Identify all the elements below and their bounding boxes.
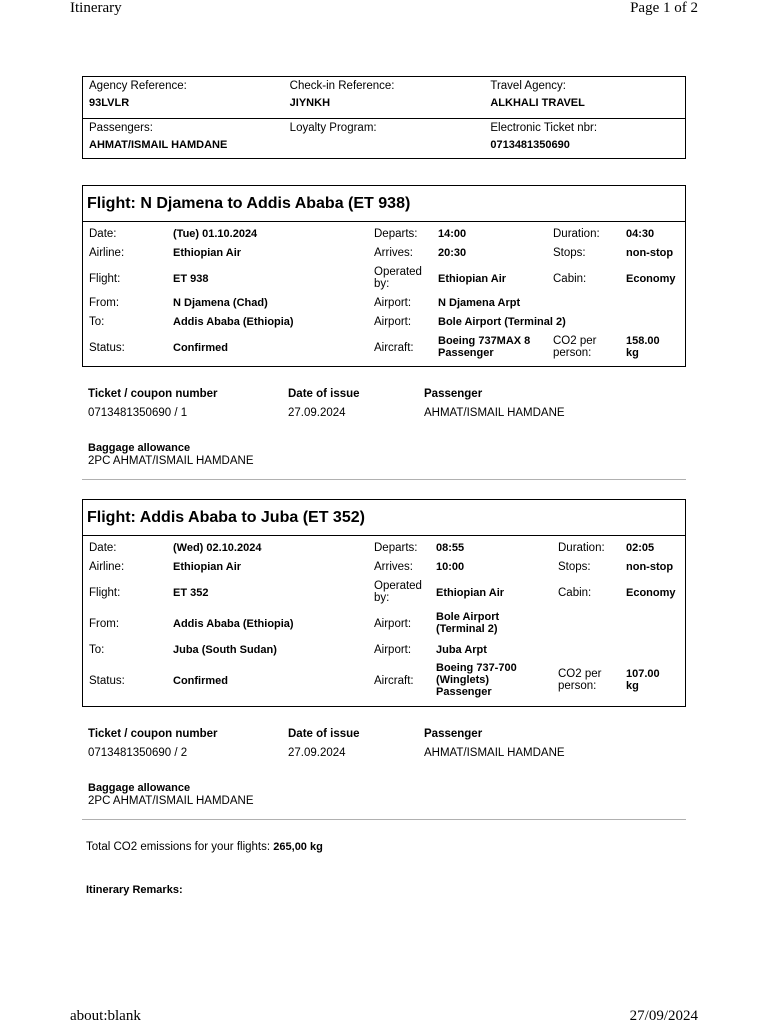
cabin-value: Economy	[626, 273, 676, 285]
from-value: Addis Ababa (Ethiopia)	[173, 618, 294, 630]
status-label: Status:	[89, 675, 125, 687]
arrives-label: Arrives:	[374, 247, 413, 259]
passengers-label: Passengers:	[89, 122, 153, 134]
passengers	[83, 119, 284, 160]
aircraft-label: Aircraft:	[374, 342, 414, 354]
passengers-value: AHMAT/ISMAIL HAMDANE	[89, 139, 228, 151]
operated-by-value: Ethiopian Air	[436, 587, 505, 599]
total-co2	[86, 841, 323, 853]
co2-value: 158.00 kg	[626, 335, 660, 359]
ticket-coupon-header: Ticket / coupon number	[88, 388, 218, 400]
status-label: Status:	[89, 342, 125, 354]
date-of-issue-value: 27.09.2024	[288, 407, 346, 419]
to-value: Juba (South Sudan)	[173, 644, 277, 656]
loyalty-program	[284, 119, 485, 160]
flight-segment-2	[82, 499, 686, 707]
reference-box	[82, 76, 686, 159]
duration-label: Duration:	[558, 542, 605, 554]
airline-value: Ethiopian Air	[173, 247, 242, 259]
checkin-reference-value: JIYNKH	[289, 97, 331, 109]
departs-value: 14:00	[438, 228, 467, 240]
date-of-issue-header: Date of issue	[288, 388, 360, 400]
aircraft-value: Boeing 737MAX 8 Passenger	[438, 335, 531, 359]
to-airport-value: Juba Arpt	[436, 644, 487, 656]
passenger-value: AHMAT/ISMAIL HAMDANE	[424, 407, 565, 419]
print-header-title: Itinerary	[70, 0, 122, 16]
status-value: Confirmed	[173, 675, 228, 687]
to-value: Addis Ababa (Ethiopia)	[173, 316, 294, 328]
flight-number-value: ET 352	[173, 587, 209, 599]
electronic-ticket-value: 0713481350690	[490, 139, 570, 151]
itinerary-remarks-label: Itinerary Remarks:	[86, 884, 183, 896]
to-airport-label: Airport:	[374, 316, 412, 328]
total-co2-value: 265,00 kg	[273, 841, 323, 853]
co2-label: CO2 per person:	[553, 335, 597, 359]
electronic-ticket-label: Electronic Ticket nbr:	[490, 122, 598, 134]
baggage-allowance-value: 2PC AHMAT/ISMAIL HAMDANE	[88, 455, 254, 467]
ticket-coupon-header: Ticket / coupon number	[88, 728, 218, 740]
airline-label: Airline:	[89, 247, 125, 259]
passenger-value: AHMAT/ISMAIL HAMDANE	[424, 747, 565, 759]
agency-reference	[83, 77, 284, 118]
status-value: Confirmed	[173, 342, 228, 354]
flight-title: Flight: N Djamena to Addis Ababa (ET 938)	[83, 186, 685, 222]
operated-by-label: Operated by:	[374, 266, 422, 290]
separator-line	[82, 479, 686, 480]
print-footer-date: 27/09/2024	[629, 1008, 698, 1024]
date-of-issue-value: 27.09.2024	[288, 747, 346, 759]
travel-agency-label: Travel Agency:	[490, 80, 566, 92]
stops-label: Stops:	[558, 561, 591, 573]
duration-label: Duration:	[553, 228, 600, 240]
date-of-issue-header: Date of issue	[288, 728, 360, 740]
aircraft-label: Aircraft:	[374, 675, 414, 687]
from-airport-label: Airport:	[374, 618, 412, 630]
passenger-header: Passenger	[424, 388, 483, 400]
from-airport-value: Bole Airport (Terminal 2)	[436, 611, 500, 635]
flight-label: Flight:	[89, 587, 121, 599]
stops-value: non-stop	[626, 561, 674, 573]
ticket-coupon-value: 0713481350690 / 1	[88, 407, 188, 419]
from-airport-value: N Djamena Arpt	[438, 297, 521, 309]
duration-value: 04:30	[626, 228, 655, 240]
baggage-allowance-label: Baggage allowance	[88, 442, 191, 454]
baggage-allowance-value: 2PC AHMAT/ISMAIL HAMDANE	[88, 795, 254, 807]
total-co2-label: Total CO2 emissions for your flights:	[86, 841, 271, 853]
to-airport-value: Bole Airport (Terminal 2)	[438, 316, 566, 328]
flight-segment-1	[82, 185, 686, 367]
to-label: To:	[89, 316, 105, 328]
aircraft-value: Boeing 737-700 (Winglets) Passenger	[436, 662, 517, 698]
from-label: From:	[89, 618, 120, 630]
travel-agency-value: ALKHALI TRAVEL	[490, 97, 585, 109]
airline-label: Airline:	[89, 561, 125, 573]
operated-by-label: Operated by:	[374, 580, 422, 604]
from-label: From:	[89, 297, 120, 309]
co2-value: 107.00 kg	[626, 668, 660, 692]
date-label: Date:	[89, 228, 117, 240]
airline-value: Ethiopian Air	[173, 561, 242, 573]
date-value: (Tue) 01.10.2024	[173, 228, 258, 240]
co2-label: CO2 per person:	[558, 668, 602, 692]
print-footer-url: about:blank	[70, 1008, 141, 1024]
travel-agency	[484, 77, 685, 118]
departs-value: 08:55	[436, 542, 465, 554]
arrives-value: 20:30	[438, 247, 467, 259]
flight-number-value: ET 938	[173, 273, 209, 285]
duration-value: 02:05	[626, 542, 655, 554]
print-header-page: Page 1 of 2	[630, 0, 698, 16]
checkin-reference	[284, 77, 485, 118]
arrives-label: Arrives:	[374, 561, 413, 573]
departs-label: Departs:	[374, 228, 418, 240]
separator-line	[82, 819, 686, 820]
to-label: To:	[89, 644, 105, 656]
to-airport-label: Airport:	[374, 644, 412, 656]
departs-label: Departs:	[374, 542, 418, 554]
ticket-coupon-value: 0713481350690 / 2	[88, 747, 188, 759]
stops-label: Stops:	[553, 247, 586, 259]
arrives-value: 10:00	[436, 561, 465, 573]
from-value: N Djamena (Chad)	[173, 297, 268, 309]
flight-label: Flight:	[89, 273, 121, 285]
flight-title: Flight: Addis Ababa to Juba (ET 352)	[83, 500, 685, 536]
cabin-label: Cabin:	[558, 587, 592, 599]
passenger-header: Passenger	[424, 728, 483, 740]
date-value: (Wed) 02.10.2024	[173, 542, 262, 554]
loyalty-program-label: Loyalty Program:	[289, 122, 377, 134]
from-airport-label: Airport:	[374, 297, 412, 309]
electronic-ticket	[484, 119, 685, 160]
baggage-allowance-label: Baggage allowance	[88, 782, 191, 794]
cabin-value: Economy	[626, 587, 676, 599]
agency-reference-value: 93LVLR	[89, 97, 130, 109]
stops-value: non-stop	[626, 247, 674, 259]
operated-by-value: Ethiopian Air	[438, 273, 507, 285]
agency-reference-label: Agency Reference:	[89, 80, 187, 92]
checkin-reference-label: Check-in Reference:	[289, 80, 395, 92]
date-label: Date:	[89, 542, 117, 554]
cabin-label: Cabin:	[553, 273, 587, 285]
